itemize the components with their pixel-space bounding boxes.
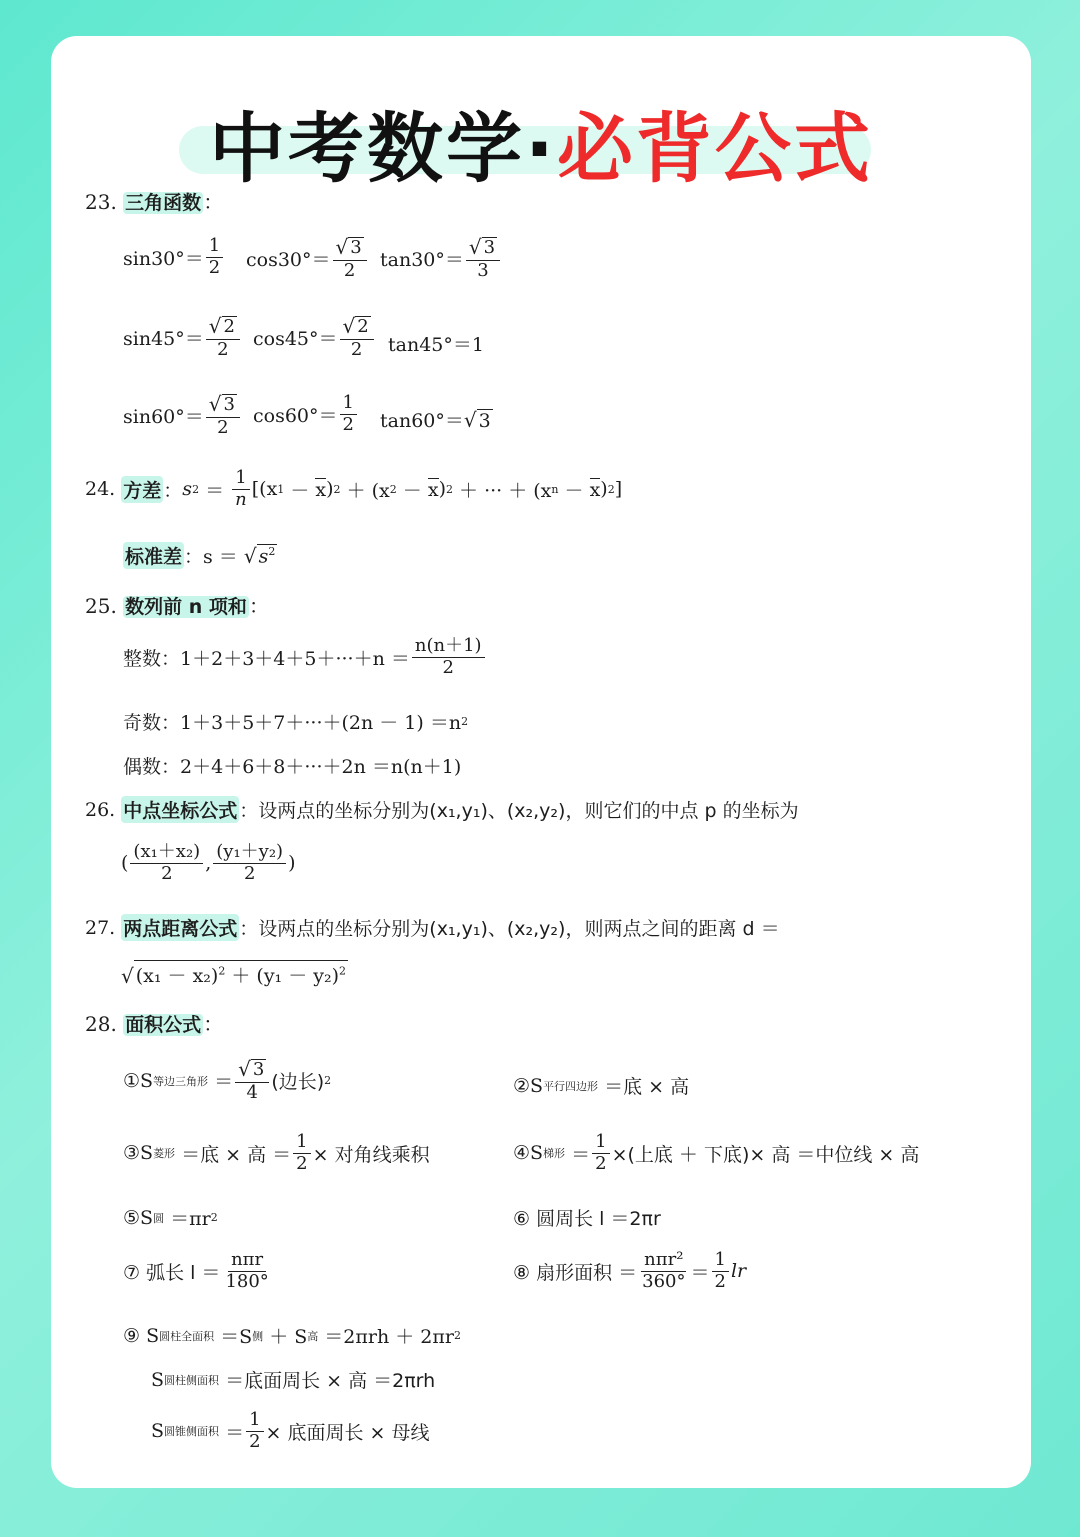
cylinder-lateral-area	[151, 1366, 435, 1393]
formula-text: 1＋2＋3＋4＋5＋···＋n ＝	[180, 647, 410, 670]
formula-text: (边长)	[271, 1071, 325, 1094]
section-text: ：设两点的坐标分别为(x₁,y₁)、(x₂,y₂)，则两点之间的距离 d ＝	[239, 918, 780, 940]
formula-text: sin45°＝	[123, 328, 204, 351]
formula-text: (	[121, 852, 129, 875]
formula-text: ④S	[513, 1142, 544, 1165]
exponent: 2	[268, 545, 276, 559]
formula-text: S	[151, 1368, 165, 1391]
sum-even	[123, 752, 461, 779]
formula-text: ②S	[513, 1074, 544, 1097]
subscript: 平行四边形	[543, 1079, 599, 1093]
numerator: 1	[206, 236, 223, 258]
subscript: 1	[277, 482, 285, 496]
denominator: 2	[342, 413, 354, 435]
formula-text: ①S	[123, 1069, 154, 1092]
section-number: 27.	[85, 916, 116, 939]
formula-text: [(x	[251, 478, 278, 501]
section-colon: ：	[203, 190, 224, 214]
formula-text: ＝	[690, 1261, 710, 1284]
denominator	[232, 490, 250, 511]
subscript: 梯形	[543, 1147, 566, 1161]
distance-formula	[121, 960, 348, 988]
formula-var: s	[182, 478, 193, 501]
numerator: 1	[232, 468, 249, 490]
standard-deviation	[123, 542, 277, 569]
formula-text: tan30°＝	[380, 249, 464, 272]
mean-x: x	[427, 478, 439, 501]
fraction	[592, 1132, 609, 1174]
denominator: 180°	[225, 1270, 269, 1292]
denominator: 2	[442, 656, 454, 678]
subscript: 圆柱全面积	[159, 1329, 215, 1343]
subscript: 2	[389, 482, 397, 496]
denominator: 3	[477, 259, 489, 281]
formula-cos30	[246, 236, 369, 281]
fraction	[712, 1250, 729, 1292]
formula-sin30	[123, 236, 225, 278]
exponent: 2	[453, 1329, 461, 1342]
mean-x: x	[589, 478, 601, 501]
numerator	[340, 315, 374, 340]
section-27-distance	[85, 914, 780, 941]
denominator: 2	[217, 338, 229, 360]
exponent: 2	[192, 482, 200, 496]
section-label: 三角函数	[125, 192, 202, 214]
formula-text: －	[558, 479, 590, 502]
subscript: 圆	[153, 1211, 165, 1225]
formula-text: cos30°＝	[246, 249, 331, 272]
section-text: ：设两点的坐标分别为(x₁,y₁)、(x₂,y₂)，则它们的中点 p 的坐标为	[239, 800, 799, 822]
formula-text: ＋ (y₁ － y₂)	[225, 965, 340, 987]
subscript: 圆柱侧面积	[164, 1373, 220, 1387]
subscript: 高	[307, 1329, 319, 1343]
area-circle	[123, 1204, 218, 1231]
formula-text: )	[288, 852, 296, 875]
formula-text: ＝πr	[164, 1208, 211, 1230]
fraction	[340, 393, 357, 435]
numerator	[333, 236, 367, 261]
section-number: 28.	[85, 1012, 117, 1036]
fraction	[206, 315, 240, 360]
fraction	[246, 1410, 263, 1452]
sqrt: √ 3	[238, 1057, 265, 1081]
section-colon: ：	[163, 479, 183, 502]
formula-text: ＋ S	[263, 1326, 308, 1348]
formula-text: )	[326, 478, 334, 501]
formula-tan60	[380, 406, 493, 433]
area-parallelogram	[513, 1072, 689, 1099]
formula-text: )	[600, 478, 608, 501]
denominator: 2	[343, 259, 356, 281]
formula-text: ⑥ 圆周长 l ＝2πr	[513, 1208, 661, 1230]
sqrt: √ 2	[342, 314, 369, 338]
denominator: 2	[208, 256, 221, 278]
formula-text: ＋ (x	[340, 479, 390, 502]
formula-text: × 底面周长 × 母线	[265, 1421, 430, 1444]
subscript: 等边三角形	[153, 1074, 209, 1088]
fraction	[340, 315, 374, 360]
formula-text: tan45°＝1	[388, 334, 484, 356]
formula-text: S	[151, 1420, 165, 1443]
formula-text: 2＋4＋6＋8＋···＋2n ＝n(n＋1)	[180, 756, 462, 778]
denominator: 2	[296, 1152, 308, 1174]
section-number: 23.	[85, 190, 117, 214]
numerator: n(n＋1)	[412, 636, 485, 658]
formula-text: (x₁ － x₂)	[135, 965, 219, 987]
sqrt: √ $(x_1 - x_2)^2 + (y_1 - y_2)^2$	[121, 960, 348, 988]
section-label: 中点坐标公式	[121, 796, 239, 823]
numerator: (y₁＋y₂)	[213, 842, 286, 864]
formula-var: n	[235, 488, 247, 510]
numerator: 1	[712, 1250, 729, 1272]
fraction	[466, 236, 500, 281]
formula-tan45	[388, 330, 484, 357]
area-rhombus	[123, 1132, 430, 1174]
arc-length	[123, 1250, 274, 1292]
formula-text: × 对角线乘积	[312, 1143, 430, 1166]
radicand: 2	[223, 316, 235, 338]
section-number: 26.	[85, 798, 116, 821]
title-part-red: 必背公式	[556, 104, 873, 193]
fraction	[412, 636, 485, 678]
formula-label: 偶数：	[123, 756, 181, 778]
formula-text: ⑤S	[123, 1206, 154, 1229]
section-label: 标准差	[123, 542, 184, 569]
sum-odd	[123, 708, 468, 735]
exponent: 2	[445, 482, 453, 496]
radicand: 3	[483, 237, 496, 259]
exponent: 2	[218, 964, 226, 978]
numerator: 1	[340, 393, 357, 415]
fraction	[235, 1058, 269, 1103]
section-number: 25.	[85, 594, 117, 618]
fraction	[206, 236, 223, 278]
denominator: 2	[217, 416, 229, 438]
denominator: 2	[714, 1270, 726, 1292]
section-23-heading	[85, 186, 223, 215]
sqrt: √ 3	[468, 235, 496, 259]
formula-sin60	[123, 393, 242, 438]
formula-text: ]	[614, 478, 623, 501]
radicand	[257, 544, 278, 567]
formula-label: 奇数：	[123, 712, 181, 734]
formula-text: ,	[205, 852, 212, 875]
sqrt: √ 3	[208, 392, 235, 416]
numerator	[206, 393, 240, 418]
cone-lateral-area	[151, 1410, 430, 1452]
fraction	[213, 842, 286, 884]
radicand: 3	[252, 1059, 265, 1081]
exponent: 2	[324, 1074, 332, 1088]
formula-text: －	[284, 479, 316, 502]
exponent: 2	[607, 482, 615, 496]
formula-text: ＝底 × 高 ＝	[175, 1143, 292, 1166]
formula-text: cos45°＝	[253, 328, 338, 351]
formula-text: ＝	[219, 1421, 245, 1444]
section-label: 数列前 n 项和	[125, 596, 247, 618]
radicand: 3	[350, 237, 362, 259]
denominator: 2	[595, 1152, 607, 1174]
formula-cos45	[253, 315, 376, 360]
sqrt: √ $s^2$	[243, 543, 276, 568]
formula-text: 1＋3＋5＋7＋···＋(2n － 1) ＝n	[180, 712, 462, 734]
midpoint-formula	[121, 842, 296, 884]
subscript: n	[551, 482, 559, 496]
section-25-heading	[85, 590, 269, 619]
formula-card	[51, 36, 1031, 1488]
formula-text: ＝底面周长 × 高 ＝2πrh	[219, 1370, 436, 1392]
title-area	[51, 36, 1031, 193]
radicand	[134, 960, 348, 988]
section-28-heading	[85, 1008, 223, 1037]
section-label: 方差	[121, 476, 163, 503]
formula-text: ③S	[123, 1142, 154, 1165]
area-trapezoid	[513, 1132, 919, 1174]
sector-area	[513, 1250, 746, 1292]
sqrt: √ 3	[463, 407, 491, 432]
formula-text: ⑦ 弧长 l ＝	[123, 1261, 221, 1284]
section-colon: ：	[248, 594, 269, 618]
formula-text: ＝	[208, 1071, 234, 1094]
formula-text: ⑨ S	[123, 1324, 160, 1347]
denominator: 2	[249, 1430, 261, 1452]
numerator: nπr²	[641, 1250, 686, 1272]
radicand: 3	[478, 409, 491, 432]
formula-text: tan60°＝	[380, 410, 464, 432]
formula-text: －	[396, 479, 428, 502]
formula-text: ＝S	[214, 1326, 253, 1348]
formula-text: ＝	[565, 1143, 591, 1166]
denominator: 4	[246, 1081, 258, 1103]
numerator	[206, 315, 240, 340]
section-label: 面积公式	[125, 1014, 202, 1036]
formula-text: ：s ＝	[184, 546, 244, 568]
fraction	[639, 1250, 688, 1292]
exponent: 2	[339, 964, 347, 978]
formula-text: ＝	[199, 479, 231, 502]
page-title	[51, 88, 1031, 197]
formula-tan30	[380, 236, 502, 281]
denominator: 360°	[642, 1270, 686, 1292]
numerator	[466, 236, 500, 261]
circumference	[513, 1204, 661, 1231]
sqrt: √ 2	[208, 314, 235, 338]
radicand: 3	[223, 394, 235, 416]
denominator: 2	[243, 862, 256, 884]
fraction	[206, 393, 240, 438]
fraction	[222, 1250, 271, 1292]
section-number: 24.	[85, 478, 116, 501]
formula-text: sin60°＝	[123, 406, 204, 429]
exponent: 2	[210, 1211, 218, 1224]
numerator: nπr	[228, 1250, 266, 1272]
formula-text: sin30°＝	[123, 247, 204, 270]
subscript: 侧	[252, 1329, 264, 1343]
formula-var: s	[258, 545, 269, 568]
cylinder-total-area	[123, 1322, 461, 1349]
subscript: 菱形	[153, 1147, 176, 1161]
numerator: 1	[592, 1132, 609, 1154]
formula-cos60	[253, 393, 359, 435]
section-26-midpoint	[85, 796, 799, 823]
radicand: 2	[357, 316, 369, 338]
numerator: (x₁＋x₂)	[130, 842, 203, 864]
formula-sin45	[123, 315, 242, 360]
exponent: 2	[461, 715, 469, 728]
fraction	[293, 1132, 310, 1174]
fraction	[333, 236, 367, 281]
sum-integers	[123, 636, 487, 678]
numerator: 1	[246, 1410, 263, 1432]
exponent: 2	[333, 482, 341, 496]
formula-label: 整数：	[123, 647, 181, 670]
mean-x: x	[315, 478, 327, 501]
formula-var: lr	[730, 1260, 747, 1283]
formula-text: cos60°＝	[253, 404, 338, 427]
fraction	[232, 468, 250, 510]
section-label: 两点距离公式	[121, 914, 239, 941]
subscript: 圆锥侧面积	[164, 1425, 220, 1439]
formula-text: ×(上底 ＋ 下底)× 高 ＝中位线 × 高	[611, 1143, 920, 1166]
numerator: 1	[293, 1132, 310, 1154]
section-24-variance	[85, 468, 622, 510]
area-equilateral-triangle	[123, 1058, 331, 1103]
formula-text: )	[438, 478, 446, 501]
fraction	[130, 842, 203, 884]
formula-text: ＝底 × 高	[598, 1076, 690, 1098]
sqrt: √ 3	[335, 235, 362, 259]
formula-text: ＋ ··· ＋ (x	[452, 479, 552, 502]
denominator: 2	[161, 862, 173, 884]
formula-text: ＝2πrh ＋ 2πr	[318, 1326, 454, 1348]
section-colon: ：	[203, 1012, 224, 1036]
denominator: 2	[350, 338, 363, 360]
numerator	[235, 1058, 269, 1083]
title-part-black: 中考数学·	[209, 104, 557, 193]
formula-text: ⑧ 扇形面积 ＝	[513, 1261, 638, 1284]
